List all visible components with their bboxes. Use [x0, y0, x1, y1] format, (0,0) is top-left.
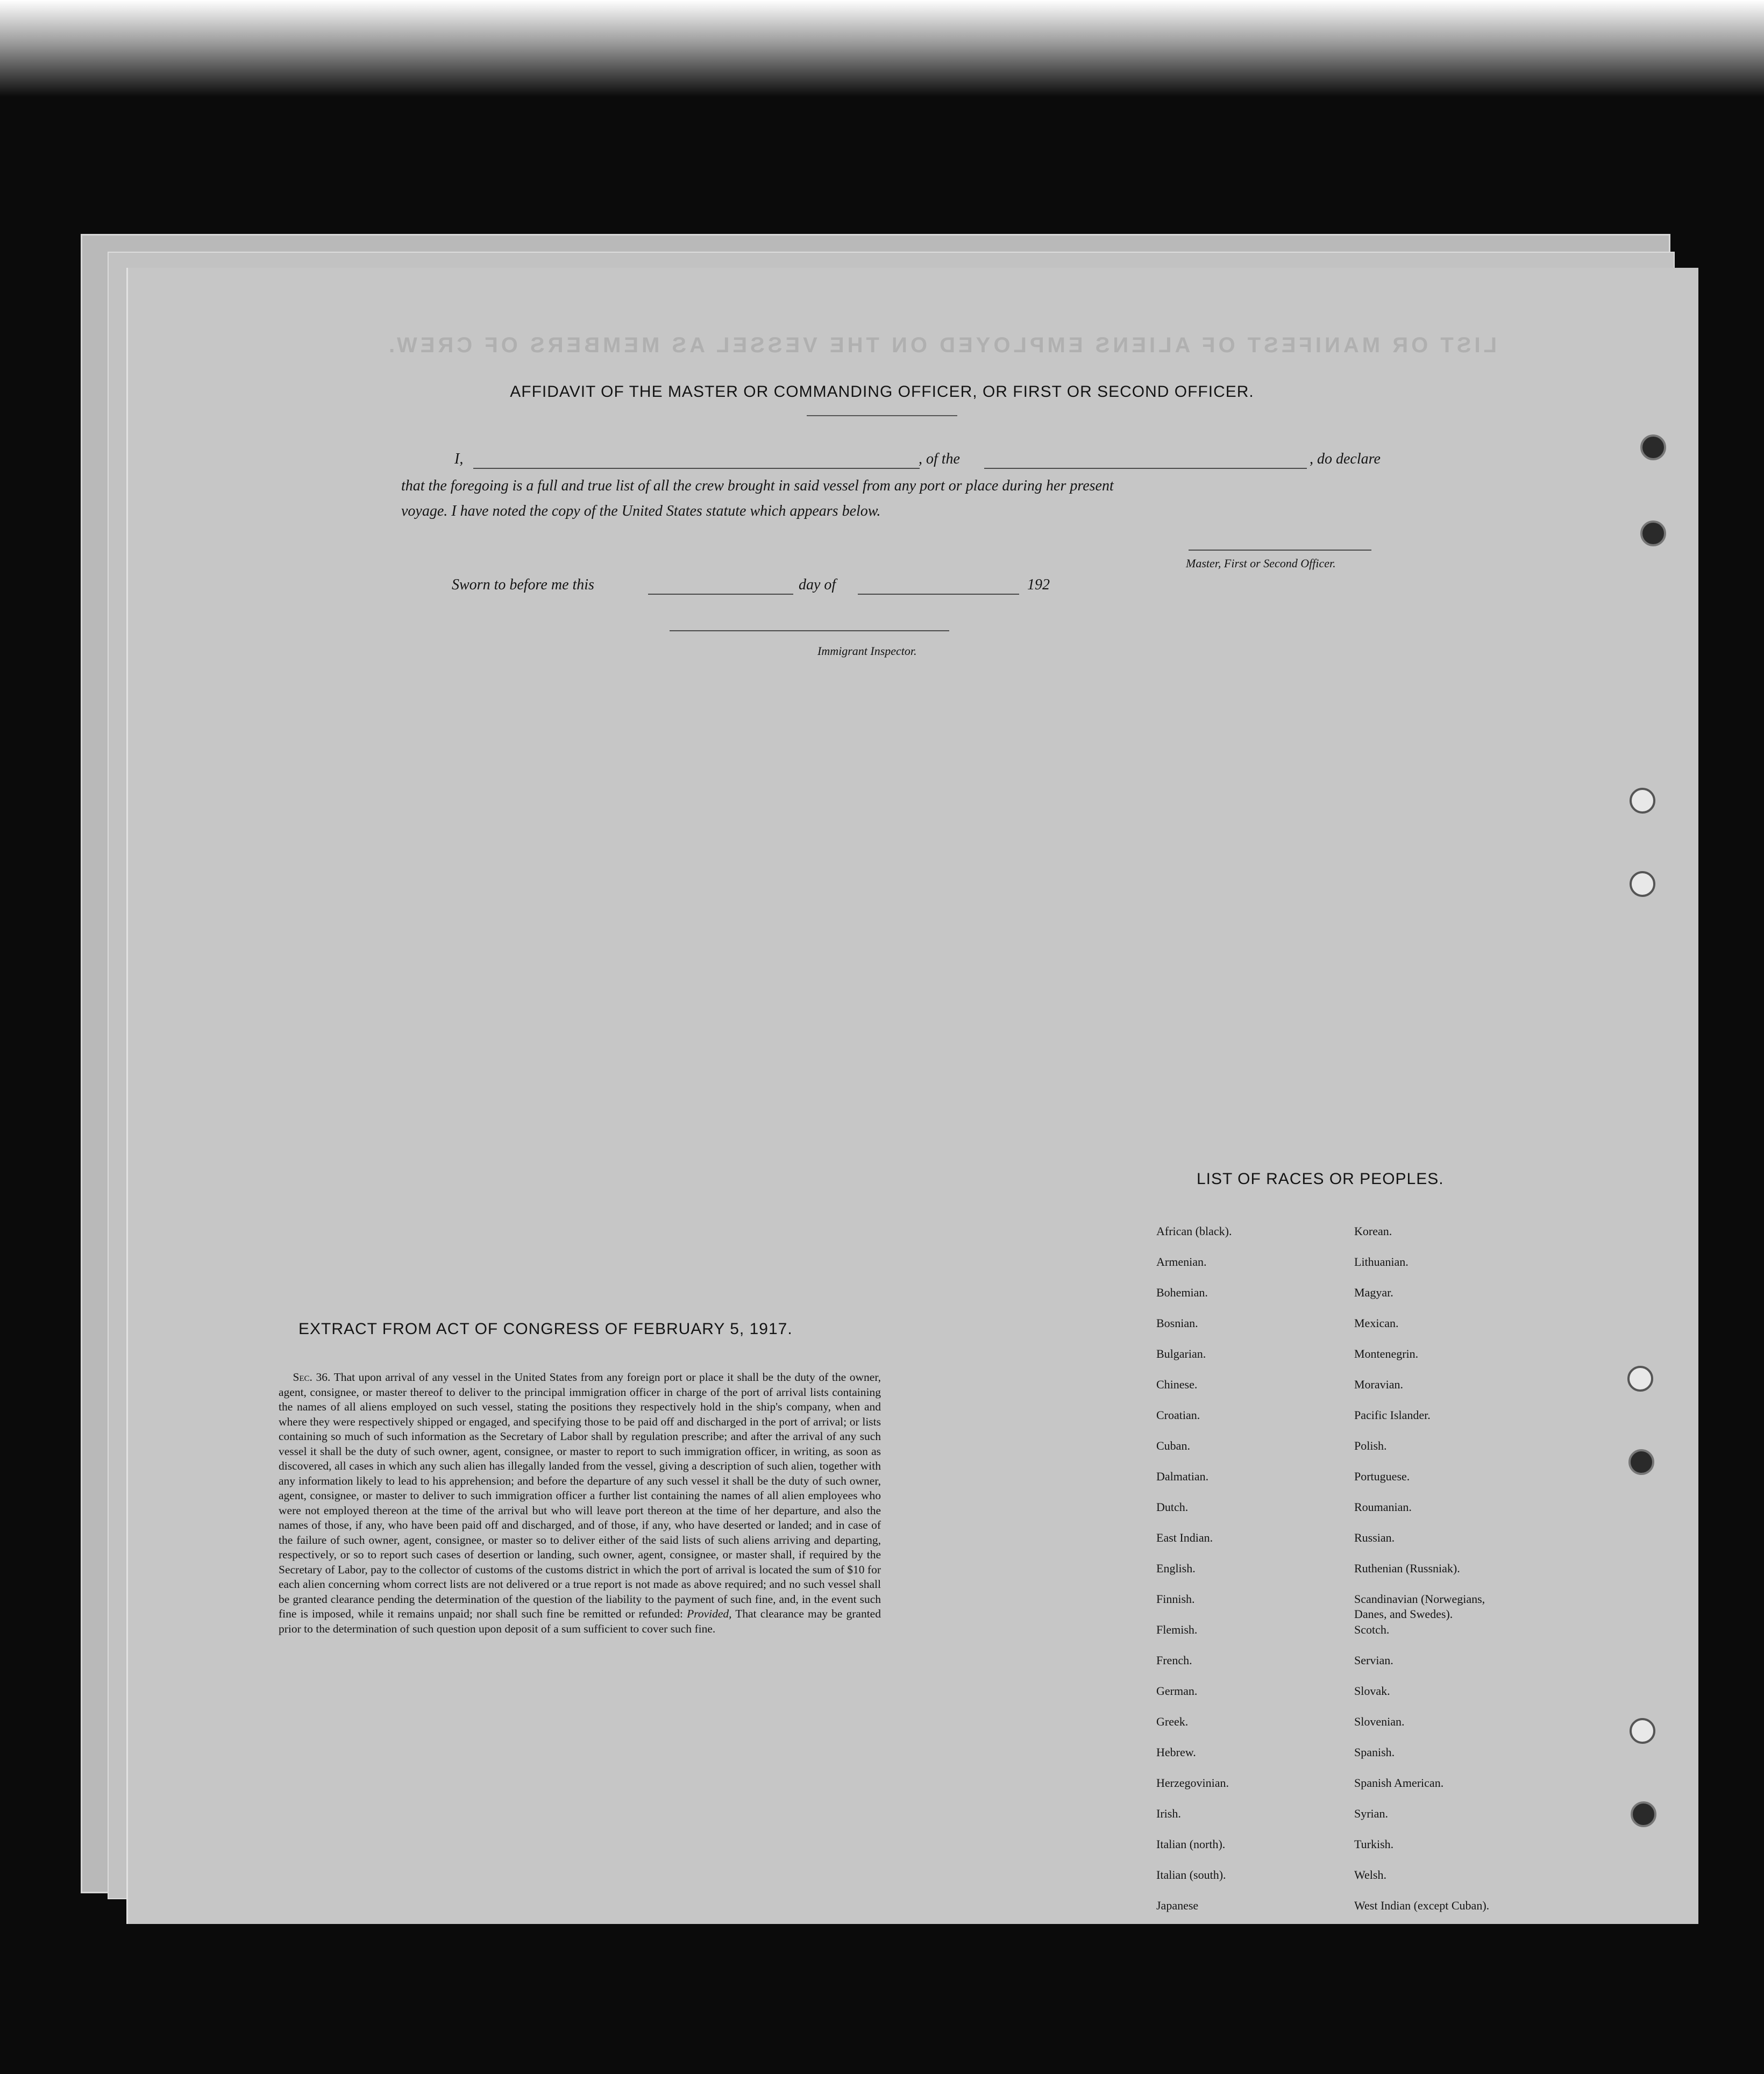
- race-item: Armenian.: [1156, 1255, 1207, 1268]
- day-blank: [648, 594, 793, 595]
- races-title: LIST OF RACES OR PEOPLES.: [1197, 1170, 1444, 1188]
- race-item: Hebrew.: [1156, 1745, 1196, 1759]
- race-item: Lithuanian.: [1354, 1255, 1409, 1268]
- race-item: Magyar.: [1354, 1286, 1393, 1299]
- race-item: Pacific Islander.: [1354, 1408, 1431, 1422]
- inspector-caption: Immigrant Inspector.: [817, 644, 917, 658]
- race-item: Polish.: [1354, 1439, 1387, 1452]
- punch-hole: [1640, 434, 1666, 460]
- master-caption: Master, First or Second Officer.: [1186, 557, 1336, 570]
- affidavit-title: AFFIDAVIT OF THE MASTER OR COMMANDING OFFICER, OR FIRST OR SECOND OFFICER.: [510, 383, 1254, 401]
- race-item: Turkish.: [1354, 1837, 1394, 1851]
- affidavit-line-2: that the foregoing is a full and true list of all the crew brought in said vessel from any port or place during her present: [401, 477, 1114, 494]
- extract-text-2: That clearance may be granted prior to the determination of such question upon deposit of a sum sufficient to cover such fine.: [279, 1607, 881, 1635]
- race-item: Moravian.: [1354, 1378, 1404, 1391]
- race-item: Finnish.: [1156, 1592, 1195, 1606]
- race-item: German.: [1156, 1684, 1198, 1698]
- race-item: Japanese: [1156, 1899, 1199, 1912]
- race-item: Irish.: [1156, 1807, 1181, 1820]
- race-item: Portuguese.: [1354, 1470, 1410, 1483]
- affidavit-line-3: voyage. I have noted the copy of the United States statute which appears below.: [401, 503, 881, 519]
- title-rule: [807, 415, 957, 416]
- race-item: Cuban.: [1156, 1439, 1190, 1452]
- race-item: Italian (south).: [1156, 1868, 1226, 1881]
- provided-word: Provided,: [687, 1607, 732, 1620]
- race-item: Bulgarian.: [1156, 1347, 1206, 1360]
- race-item: Slovenian.: [1354, 1715, 1405, 1728]
- race-item: English.: [1156, 1562, 1196, 1575]
- race-item: Croatian.: [1156, 1408, 1200, 1422]
- race-item: Dutch.: [1156, 1500, 1189, 1514]
- sworn-label: Sworn to before me this: [452, 576, 594, 593]
- race-item: Italian (north).: [1156, 1837, 1226, 1851]
- race-item: Slovak.: [1354, 1684, 1390, 1698]
- race-item: Scotch.: [1354, 1623, 1390, 1636]
- master-signature-line: [1189, 550, 1371, 551]
- race-item: French.: [1156, 1654, 1192, 1667]
- month-blank: [858, 594, 1019, 595]
- race-item: Syrian.: [1354, 1807, 1388, 1820]
- race-item: Servian.: [1354, 1654, 1393, 1667]
- race-item: African (black).: [1156, 1224, 1232, 1238]
- extract-text-1: That upon arrival of any vessel in the United States from any foreign port or place it shall be the duty of the owner, agent, consignee, or master thereof to deliver to the principal immigration officer in charge of the port of arrival lists containing the names of all aliens employed on such vessel, stating the positions they respectively hold in the ship's company, when and where they were respectively shipped or engaged, and specifying those to be paid off and discharged in the port of arrival; or lists containing so much of such information as the Secretary of Labor shall by regulation prescribe; and after the arrival of any such vessel it shall be the duty of such owner, agent, consignee, or master to report to such immigration officer, in writing, as soon as discovered, all cases in which any such alien has illegally landed from the vessel, giving a description of such alien, together with any information likely to lead to his apprehension; and before the departure of any such vessel it shall be the duty of such owner, agent, consignee, or master to deliver to such immigration officer a further list containing the names of all alien employees who were not employed thereon at the time of the arrival but who will leave port thereon at the time of her departure, and also the names of those, if any, who have been paid off and discharged, and of those, if any, who have deserted or landed; and in case of the failure of such owner, agent, consignee, or master so to deliver either of the said lists of such aliens arriving and departing, respectively, or so to report such cases of desertion or landing, such owner, agent, consignee, or master shall, if required by the Secretary of Labor, pay to the collector of customs of the customs district in which the port of arrival is located the sum of $10 for each alien concerning whom correct lists are not delivered or a true report is not made as above required; and no such vessel shall be granted clearance pending the determination of the question of the liability to the payment of such fine, and, in the event such fine is imposed, while it remains unpaid; nor shall such fine be remitted or refunded:: [279, 1371, 881, 1620]
- race-item: Spanish American.: [1354, 1776, 1444, 1790]
- day-of-label: day of: [799, 576, 836, 593]
- race-item: Greek.: [1156, 1715, 1189, 1728]
- punch-hole: [1630, 1718, 1655, 1744]
- races-right-column: [1354, 1224, 1489, 1929]
- punch-hole: [1640, 521, 1666, 546]
- affidavit-do-declare: , do declare: [1310, 451, 1381, 467]
- race-item: Roumanian.: [1354, 1500, 1412, 1514]
- races-left-column: [1156, 1224, 1232, 1929]
- race-item: Flemish.: [1156, 1623, 1198, 1636]
- race-item: Herzegovinian.: [1156, 1776, 1229, 1790]
- punch-hole: [1627, 1366, 1653, 1392]
- vessel-blank: [984, 468, 1307, 469]
- race-item: Russian.: [1354, 1531, 1395, 1544]
- extract-title: EXTRACT FROM ACT OF CONGRESS OF FEBRUARY 5, 1917.: [298, 1320, 793, 1338]
- year-prefix: 192: [1027, 576, 1050, 593]
- punch-hole: [1630, 871, 1655, 897]
- race-item: Spanish.: [1354, 1745, 1395, 1759]
- extract-body: [279, 1370, 881, 1636]
- race-item: Dalmatian.: [1156, 1470, 1209, 1483]
- race-item: Welsh.: [1354, 1868, 1386, 1881]
- affidavit-i-label: I,: [454, 451, 464, 467]
- show-through-heading: LIST OR MANIFEST OF ALIENS EMPLOYED ON THE VESSEL AS MEMBERS OF CREW.: [386, 333, 1497, 357]
- race-item: West Indian (except Cuban).: [1354, 1899, 1490, 1912]
- scan-top-fade: [0, 0, 1764, 97]
- race-item: Bohemian.: [1156, 1286, 1208, 1299]
- race-item: Korean.: [1354, 1224, 1392, 1238]
- inspector-signature-line: [670, 630, 949, 631]
- name-blank: [473, 468, 920, 469]
- race-item: Scandinavian (Norwegians, Danes, and Swedes).: [1354, 1592, 1485, 1621]
- affidavit-of-the: , of the: [919, 451, 960, 467]
- race-item: Bosnian.: [1156, 1316, 1198, 1330]
- race-item: Ruthenian (Russniak).: [1354, 1562, 1460, 1575]
- punch-hole: [1628, 1449, 1654, 1475]
- section-label: Sec. 36.: [293, 1371, 331, 1384]
- race-item: Mexican.: [1354, 1316, 1399, 1330]
- race-item: Chinese.: [1156, 1378, 1198, 1391]
- race-item: Montenegrin.: [1354, 1347, 1419, 1360]
- punch-hole: [1630, 788, 1655, 814]
- race-item: East Indian.: [1156, 1531, 1213, 1544]
- punch-hole: [1631, 1801, 1656, 1827]
